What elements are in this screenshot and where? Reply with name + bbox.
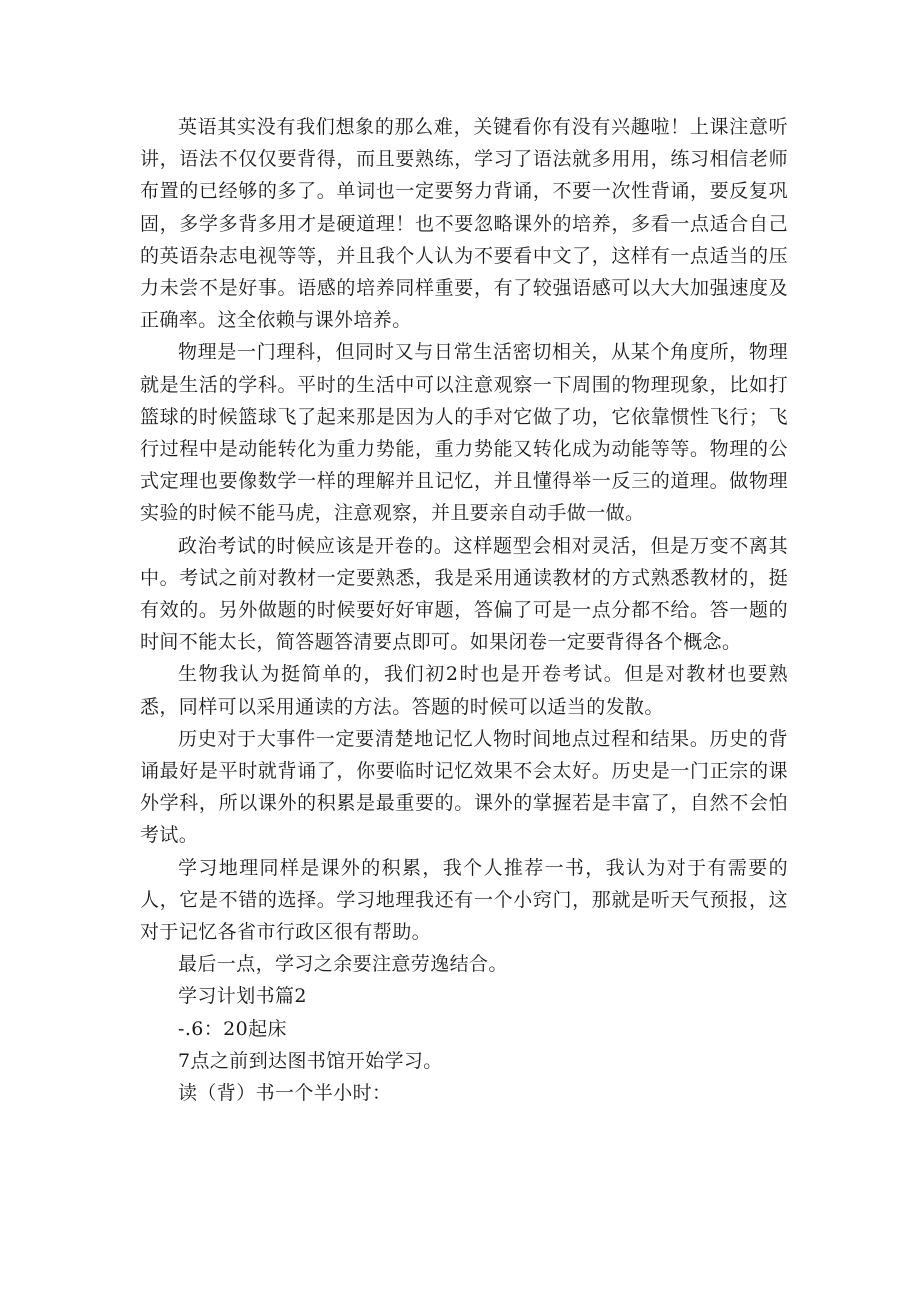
line-rest-advice: 最后一点，学习之余要注意劳逸结合。 (178, 953, 508, 976)
paragraph-english: 英语其实没有我们想象的那么难，关键看你有没有兴趣啦！上课注意听讲，语法不仅仅要背得，而且要熟练，学习了语法就多用用，练习相信老师布置的已经够的多了。单词也一定要努力背诵，不要一次性背诵，要反复巩固，多学多背多用才是硬道理！也不要忽略课外的培养，多看一点适合自己的英语杂志电视等等，并且我个人认为不要看中文了，这样有一点适当的压力未尝不是好事。语感的培养同样重要，有了较强语感可以大大加强速度及正确率。这全依赖与课外培养。 (140, 116, 788, 332)
schedule-item-reading: 读（背）书一个半小时： (178, 1082, 392, 1105)
paragraph-geography: 学习地理同样是课外的积累，我个人推荐一书，我认为对于有需要的人，它是不错的选择。学习地理我还有一个小窍门，那就是听天气预报，这对于记忆各省市行政区很有帮助。 (140, 856, 788, 944)
schedule-item-wakeup: -.6：20起床 (178, 1017, 287, 1040)
paragraph-biology: 生物我认为挺简单的，我们初2时也是开卷考试。但是对教材也要熟悉，同样可以采用通读的方法。答题的时候可以适当的发散。 (140, 663, 788, 718)
paragraph-physics: 物理是一门理科，但同时又与日常生活密切相关，从某个角度所，物理就是生活的学科。平时的生活中可以注意观察一下周围的物理现象，比如打篮球的时候篮球飞了起来那是因为人的手对它做了功，它依靠惯性飞行；飞行过程中是动能转化为重力势能，重力势能又转化成为动能等等。物理的公式定理也要像数学一样的理解并且记忆，并且懂得举一反三的道理。做物理实验的时候不能马虎，注意观察，并且要亲自动手做一做。 (140, 341, 788, 525)
schedule-item-library: 7点之前到达图书馆开始学习。 (178, 1049, 443, 1072)
document-body (140, 111, 788, 1109)
paragraph-history: 历史对于大事件一定要清楚地记忆人物时间地点过程和结果。历史的背诵最好是平时就背诵了，你要临时记忆效果不会太好。历史是一门正宗的课外学科，所以课外的积累是最重要的。课外的掌握若是丰富了，自然不会怕考试。 (140, 727, 788, 847)
section-heading: 学习计划书篇2 (178, 985, 307, 1008)
paragraph-politics: 政治考试的时候应该是开卷的。这样题型会相对灵活，但是万变不离其中。考试之前对教材一定要熟悉，我是采用通读教材的方式熟悉教材的，挺有效的。另外做题的时候要好好审题，答偏了可是一点分都不给。答一题的时间不能太长，简答题答清要点即可。如果闭卷一定要背得各个概念。 (140, 534, 788, 654)
